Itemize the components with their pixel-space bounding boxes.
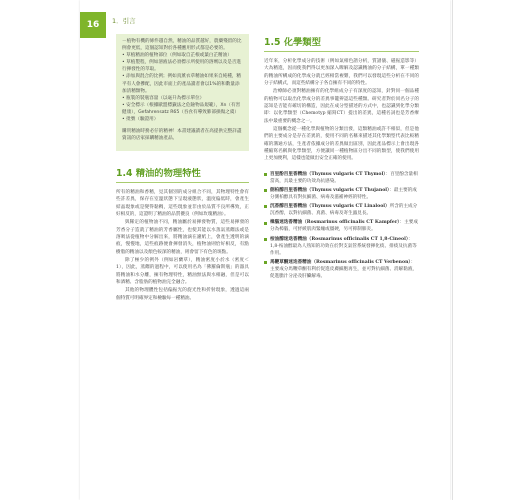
chemotype-list	[264, 171, 419, 280]
bullet-square-icon	[264, 261, 267, 264]
chemotype-description: ：主要成分為樟腦，可紓緩肌肉緊繃或僵硬，另可抑制肺炎。	[270, 220, 418, 233]
body-paragraph: 與稀定的植物油不同，精油屬於易揮發物質，這些易揮發的芳香分子造就了精油的芳香屬性，也使其能以水蒸氣蒸餾法或是溶吸法從植物中分解出來，將精油滴在濾紙上，會產生透明的滴痕，慢慢地，這些痕跡便會揮發消失，植物油則恰好相反，有點樹脂的精油以及顏色較深的精油，則會留下有色的斑點。	[116, 220, 249, 255]
bullet-square-icon	[264, 189, 267, 192]
info-box-item: －植物有機的條件越自然，精油的品質越好，農藥殘留的比例會更低，這個認知對於各種應用形式都是必要的。	[122, 39, 242, 52]
body-paragraph: 近年來，分析化學成分的技術（例如氣相色譜分析，質譜儀、磁振造影等）大為精進，因而使我們得以更加深入瞭解及認識精油的分子結構，單一種類的精油所構成的化學成分就已經相當複雜，我們可以發現這些分析在不同的分子結構式，而這些結構分子各自擁有不同的特性。	[264, 59, 419, 87]
list-item	[264, 259, 419, 280]
bullet-square-icon	[264, 173, 267, 176]
chemotype-description: ：百里酚含量相當高，具最主要的功效為抗感染。	[270, 171, 418, 184]
section-heading-1-5: 1.5 化學類型	[264, 37, 321, 48]
page-edge-divider	[452, 0, 453, 500]
list-item	[264, 236, 419, 257]
bullet-square-icon	[264, 205, 267, 208]
chemotype-description: ：1,8-桉油醇最為人熟知的功效在於對支氣管系統發揮化痰、排痰及抗菌等作用。	[270, 236, 417, 256]
chemotype-name: 馬鞭草酮迷迭香精油（Rosmarinus officinalis CT Verbenon）	[270, 259, 411, 265]
info-box-item: • 草植製程，例如溶液法必須標示所使用的溶劑以及是否進行揮發性的萃取。	[122, 60, 242, 73]
info-box-item: • 批號（驗證用）	[122, 117, 159, 123]
body-paragraph: 其他的物理體性包括偏振光的旋光性和折射現象，透過這兩個特質可明確界定和檢驗每一種精油。	[116, 288, 249, 301]
info-box-note: 購買精油時務必仔的精神！本書建議讀者在高提供完整詳盡資訊的店家採購精油產品。	[122, 129, 242, 142]
chemotype-name: 樟腦迷迭香精油（Rosmarinus officinalis CT Kampfer）	[270, 220, 400, 226]
chemotype-name: 百里酚百里香精油（Thymus vulgaris CT Thymol）	[270, 171, 386, 177]
info-box-item: • 添加與混合的比例；例如真薰衣草精油如果來自純種，精平有人會摻配，因此市面上的產品讀者會以1%的和數量添加清精類物。	[122, 74, 242, 94]
bullet-square-icon	[264, 238, 267, 241]
list-item	[264, 203, 419, 217]
chemotype-name: 沉香醇百里香精油（Thymus vulgaris CT Linalool）	[270, 204, 390, 210]
chemotype-description: ：最主要的成分側柏醇具有對抗細菌、病毒及滋補神經的特性。	[270, 188, 417, 201]
body-paragraph: 治療師必須對精油擁有的化學組成分子有深度的認知，針對同一個品種的植物可以取出化學成分的差異事籠辨認這些種類。研究者對於同名分子的認知是否能有確切的構造，因此在成分型描述的方式中，也認識到化學分類即：以化學類型（Chemotyp 縮寫CT）提出的差異，這種名詞也是芳香療法中最重要的概念之一。	[264, 89, 419, 124]
body-paragraph: 所有的精油和香精，見其個別的成分組合不同，其物理特性會有些許差異，保存在室溫狀態下呈現液態狀，溫度偏低時，會產生結晶現象或是變得黏稠，這些現象並非由於品質不良所導致，正好相反的，這證明了精油的品質優良（例如玫瑰精油）。	[116, 189, 249, 217]
bullet-square-icon	[264, 222, 267, 225]
chemotype-name: 桉油醇迷迭香精油（Rosmarinus officinalis CT 1,8-Cineol）	[270, 236, 409, 242]
chemotype-description: ：主要成分馬鞭草酮有利於促進皮膚細胞再生，並可對抗細菌、消解黏液，促進膽汁分泌及肝臟解毒。	[270, 259, 418, 280]
left-column	[116, 34, 249, 303]
info-box-item: • 瓶裝的裝瓶容量（以毫升為標示單位）	[122, 95, 205, 101]
section-heading-1-4: 1.4 精油的物理特性	[116, 167, 201, 179]
info-box-item: • 草植精油的植物部位（例如取自芷根或葉白芷精油）	[122, 53, 232, 59]
chapter-label: 1．引言	[112, 17, 136, 25]
right-column	[264, 34, 419, 282]
chemotype-description: 所含的主成分沉香醇，以對抗細菌、真菌、病毒及寄生蟲見長。	[270, 204, 418, 217]
page-number-tab: 16	[80, 12, 106, 38]
section-underline	[116, 182, 249, 183]
info-box	[116, 34, 249, 151]
chemotype-name: 側柏醇百里香精油（Thymus vulgaris CT Thujanol）	[270, 188, 390, 193]
body-paragraph: 除了極少的例外（例如岩蘭草），精油密度小於水（密度＜1），因此，蒸餾的過程中，可以使用名為「佛羅倫斯瓶」的器具將精油和水分離，擁有物理特性，精油無法與水相融，但是可以和酒精、含脂肪的植物油完全融合。	[116, 258, 249, 286]
info-box-item: • 安全標示（根據歐盟標籤法之危險物品規範），Xn（有害健康），Gefahrensatz R65（吞食有導致肺部損傷之虞）	[122, 102, 241, 115]
list-item	[264, 171, 419, 185]
list-item	[264, 219, 419, 233]
section-underline	[264, 51, 419, 52]
list-item	[264, 187, 419, 201]
body-paragraph: 這個概念從一種化學與植物的分類出發，這類精油或許不相似，但是他們的主要成分是存在差異的，使用不同的名稱來描述其化學類型代表比較精確的溝通方法，生產者依據成分的差異做出區別，因此產品標示上會出現各種縮寫名稱與化學類型，方便讓同一種植物區分出不同的類型，使我們使用上更加便利，這樣也能做出安全正確的使用。	[264, 127, 419, 162]
